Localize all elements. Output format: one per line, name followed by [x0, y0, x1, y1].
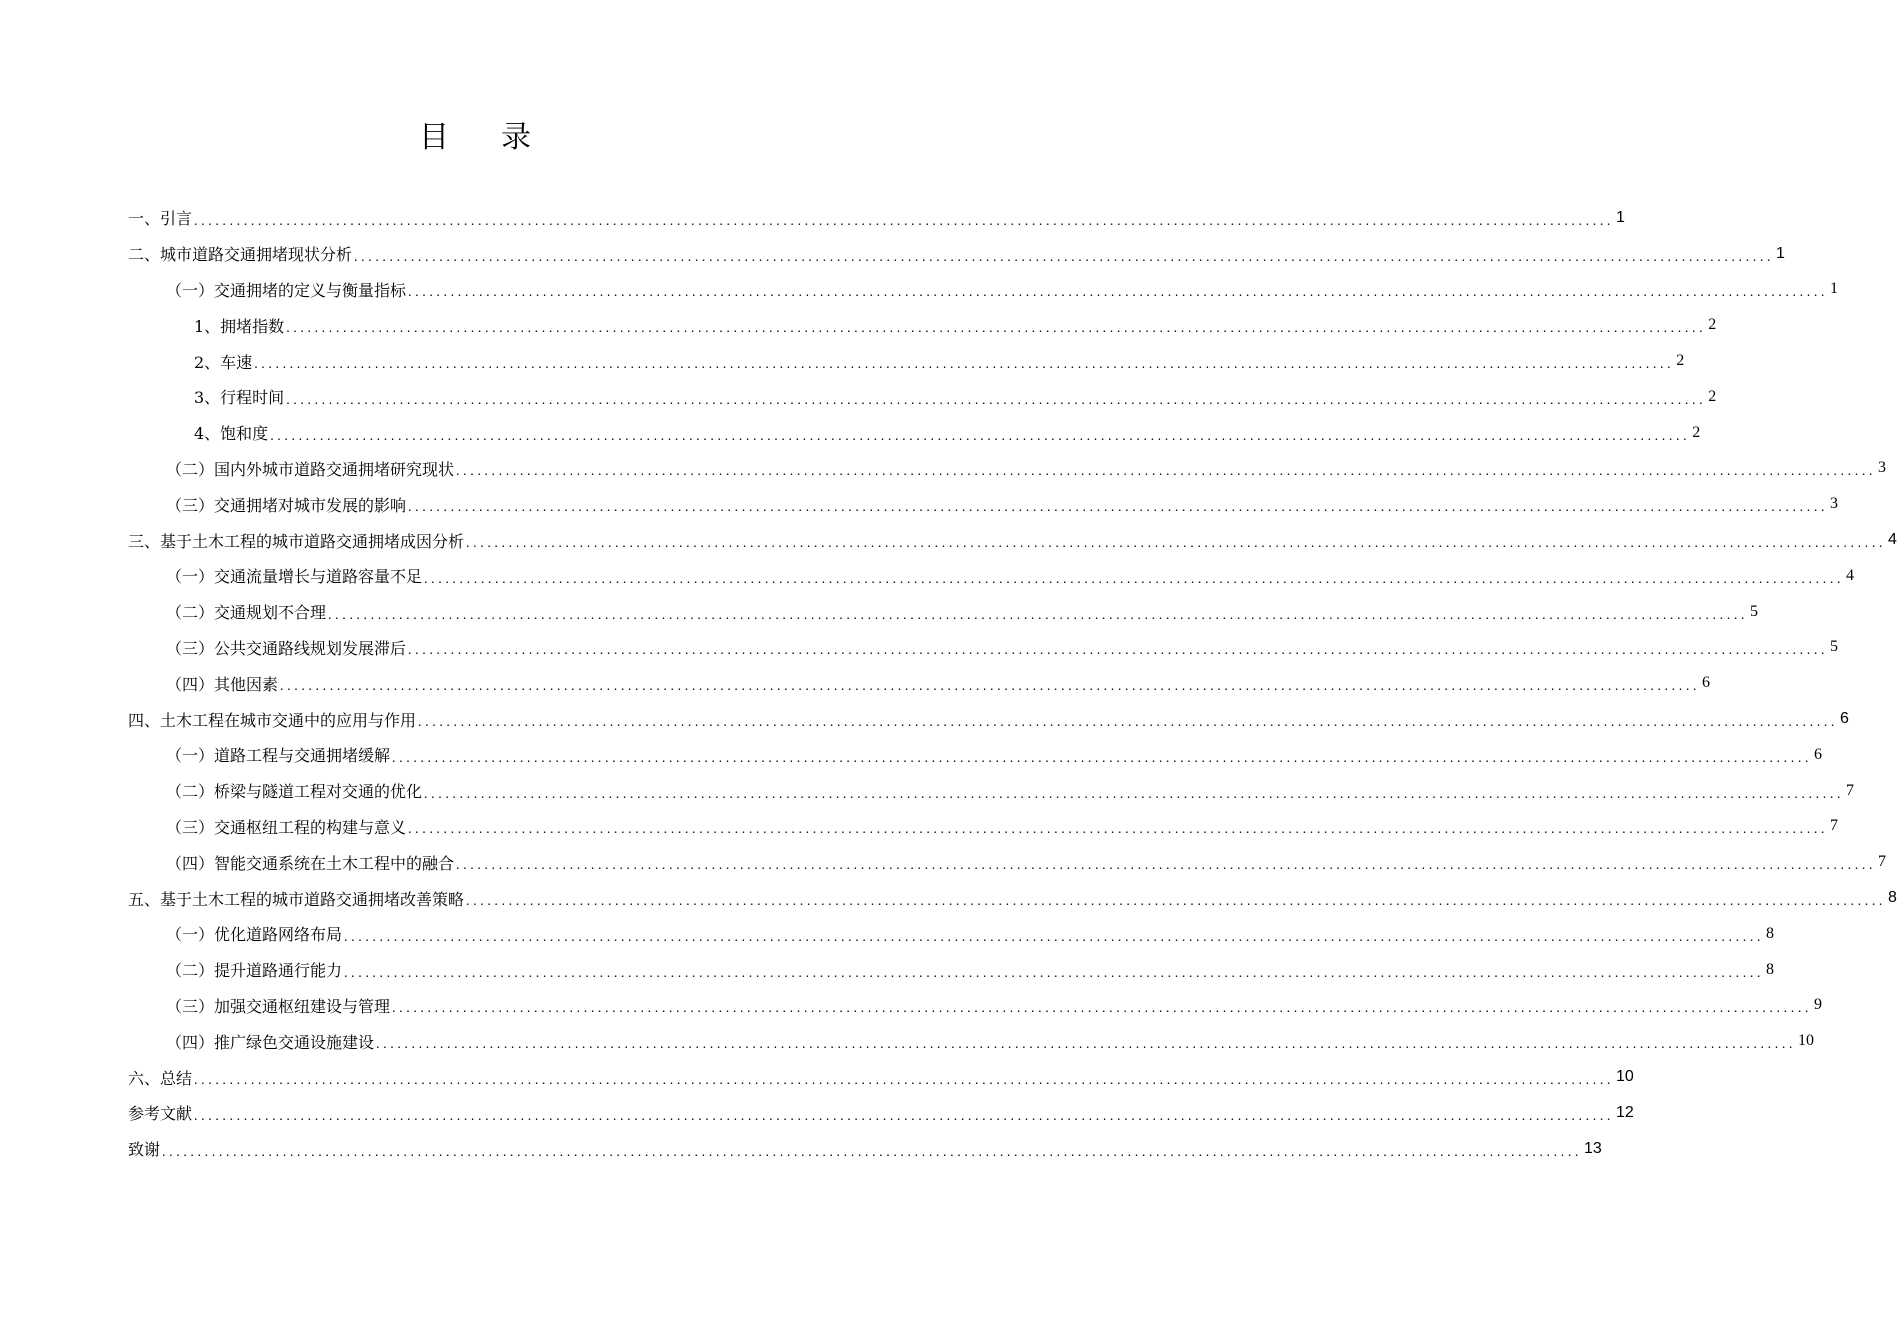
- toc-entry-label: （二）国内外城市道路交通拥堵研究现状: [166, 459, 455, 479]
- toc-dot-leader: ........................................................................................................................................................................................................: [408, 500, 1829, 516]
- toc-entry[interactable]: [128, 594, 1759, 630]
- toc-entry-page-number: 10: [1616, 1068, 1634, 1086]
- toc-entry-label: 四、土木工程在城市交通中的应用与作用: [128, 710, 417, 730]
- toc-entry-page-number: 4: [1888, 531, 1897, 549]
- toc-dot-leader: ........................................................................................................................................................................................................: [270, 428, 1691, 444]
- toc-entry[interactable]: [128, 1131, 1602, 1167]
- toc-entry[interactable]: [128, 451, 1887, 487]
- toc-entry-label: （三）交通枢纽工程的构建与意义: [166, 817, 407, 837]
- toc-entry[interactable]: [128, 486, 1839, 522]
- toc-entry-label: 二、城市道路交通拥堵现状分析: [128, 245, 353, 265]
- toc-dot-leader: ........................................................................................................................................................................................................: [354, 249, 1775, 265]
- toc-dot-leader: ........................................................................................................................................................................................................: [424, 571, 1845, 587]
- toc-entry-label: （一）交通流量增长与道路容量不足: [166, 567, 423, 587]
- toc-entry-page-number: 2: [1676, 352, 1685, 370]
- toc-dot-leader: ........................................................................................................................................................................................................: [408, 285, 1829, 301]
- toc-entry-label: 3、行程时间: [194, 388, 285, 408]
- toc-entry-page-number: 3: [1878, 459, 1887, 477]
- toc-dot-leader: ........................................................................................................................................................................................................: [280, 679, 1701, 695]
- page-title: [0, 112, 950, 156]
- toc-dot-leader: ........................................................................................................................................................................................................: [456, 464, 1877, 480]
- toc-dot-leader: ........................................................................................................................................................................................................: [466, 536, 1887, 552]
- toc-entry-page-number: 7: [1878, 853, 1887, 871]
- toc-entry-label: 六、总结: [128, 1068, 193, 1088]
- toc-dot-leader: ........................................................................................................................................................................................................: [286, 392, 1707, 408]
- toc-entry[interactable]: [128, 880, 1897, 916]
- toc-dot-leader: ........................................................................................................................................................................................................: [408, 822, 1829, 838]
- toc-entry-page-number: 6: [1814, 745, 1823, 763]
- toc-entry[interactable]: [128, 809, 1839, 845]
- toc-dot-leader: ........................................................................................................................................................................................................: [286, 321, 1707, 337]
- toc-dot-leader: ........................................................................................................................................................................................................: [456, 858, 1877, 874]
- toc-entry-label: 五、基于土木工程的城市道路交通拥堵改善策略: [128, 889, 465, 909]
- toc-entry-page-number: 10: [1798, 1032, 1815, 1050]
- toc-dot-leader: ........................................................................................................................................................................................................: [162, 1144, 1583, 1160]
- toc-entry[interactable]: [128, 988, 1823, 1024]
- table-of-contents: [128, 200, 1897, 1167]
- toc-entry-page-number: 2: [1708, 316, 1717, 334]
- toc-entry-page-number: 8: [1766, 960, 1775, 978]
- toc-entry[interactable]: [128, 558, 1855, 594]
- toc-entry-label: （二）提升道路通行能力: [166, 961, 343, 981]
- toc-dot-leader: ........................................................................................................................................................................................................: [328, 607, 1749, 623]
- toc-entry[interactable]: [128, 952, 1775, 988]
- toc-entry-page-number: 4: [1846, 566, 1855, 584]
- toc-entry[interactable]: [128, 630, 1839, 666]
- toc-entry-page-number: 2: [1692, 423, 1701, 441]
- toc-entry-label: 1、拥堵指数: [194, 316, 285, 336]
- toc-entry-page-number: 1: [1776, 244, 1785, 262]
- toc-entry-label: （四）智能交通系统在土木工程中的融合: [166, 853, 455, 873]
- toc-dot-leader: ........................................................................................................................................................................................................: [392, 750, 1813, 766]
- toc-dot-leader: ........................................................................................................................................................................................................: [418, 715, 1839, 731]
- toc-entry[interactable]: [128, 200, 1625, 236]
- toc-entry-label: （三）公共交通路线规划发展滞后: [166, 638, 407, 658]
- toc-entry-label: （二）桥梁与隧道工程对交通的优化: [166, 782, 423, 802]
- toc-entry-label: （四）推广绿色交通设施建设: [166, 1032, 375, 1052]
- toc-entry-label: （一）优化道路网络布局: [166, 925, 343, 945]
- toc-entry-label: （三）加强交通枢纽建设与管理: [166, 996, 391, 1016]
- toc-entry-page-number: 7: [1846, 781, 1855, 799]
- toc-entry[interactable]: [128, 236, 1785, 272]
- toc-entry-page-number: 5: [1750, 602, 1759, 620]
- toc-entry[interactable]: [128, 773, 1855, 809]
- toc-entry-page-number: 8: [1888, 889, 1897, 907]
- toc-dot-leader: ........................................................................................................................................................................................................: [194, 1108, 1615, 1124]
- toc-entry-page-number: 6: [1702, 674, 1711, 692]
- toc-dot-leader: ........................................................................................................................................................................................................: [194, 1073, 1615, 1089]
- toc-entry-label: （四）其他因素: [166, 674, 279, 694]
- toc-dot-leader: ........................................................................................................................................................................................................: [344, 929, 1765, 945]
- toc-entry-label: 致谢: [128, 1140, 161, 1160]
- toc-entry[interactable]: [128, 379, 1717, 415]
- toc-entry[interactable]: [128, 916, 1775, 952]
- toc-entry-label: 2、车速: [194, 352, 253, 372]
- toc-entry-label: 4、饱和度: [194, 424, 269, 444]
- toc-dot-leader: ........................................................................................................................................................................................................: [424, 786, 1845, 802]
- toc-entry[interactable]: [128, 307, 1717, 343]
- toc-dot-leader: ........................................................................................................................................................................................................: [344, 965, 1765, 981]
- toc-entry-page-number: 8: [1766, 924, 1775, 942]
- toc-entry-page-number: 9: [1814, 996, 1823, 1014]
- toc-entry-label: （二）交通规划不合理: [166, 603, 327, 623]
- toc-entry[interactable]: [128, 737, 1823, 773]
- toc-entry[interactable]: [128, 522, 1897, 558]
- toc-entry[interactable]: [128, 272, 1839, 308]
- toc-entry-label: 三、基于土木工程的城市道路交通拥堵成因分析: [128, 531, 465, 551]
- toc-entry-page-number: 13: [1584, 1139, 1602, 1157]
- toc-entry[interactable]: [128, 701, 1849, 737]
- toc-entry-page-number: 12: [1616, 1103, 1634, 1121]
- toc-entry-label: （一）道路工程与交通拥堵缓解: [166, 746, 391, 766]
- toc-entry-label: （三）交通拥堵对城市发展的影响: [166, 495, 407, 515]
- toc-entry-label: （一）交通拥堵的定义与衡量指标: [166, 280, 407, 300]
- title-char-1: 目: [419, 120, 449, 155]
- toc-entry[interactable]: [128, 415, 1701, 451]
- toc-entry-page-number: 6: [1840, 710, 1849, 728]
- toc-dot-leader: ........................................................................................................................................................................................................: [376, 1037, 1797, 1053]
- toc-entry-label: 一、引言: [128, 209, 193, 229]
- toc-entry[interactable]: [128, 1023, 1815, 1059]
- toc-dot-leader: ........................................................................................................................................................................................................: [392, 1001, 1813, 1017]
- toc-dot-leader: ........................................................................................................................................................................................................: [254, 357, 1675, 373]
- toc-entry-page-number: 5: [1830, 638, 1839, 656]
- toc-dot-leader: ........................................................................................................................................................................................................: [408, 643, 1829, 659]
- title-char-2: 录: [501, 120, 531, 155]
- toc-entry-page-number: 2: [1708, 387, 1717, 405]
- toc-entry-page-number: 1: [1830, 280, 1839, 298]
- toc-entry-page-number: 1: [1616, 208, 1625, 226]
- toc-entry[interactable]: [128, 665, 1711, 701]
- toc-entry-label: 参考文献: [128, 1104, 193, 1124]
- toc-dot-leader: ........................................................................................................................................................................................................: [466, 894, 1887, 910]
- toc-dot-leader: ........................................................................................................................................................................................................: [194, 213, 1615, 229]
- toc-entry[interactable]: [128, 844, 1887, 880]
- toc-entry[interactable]: [128, 1095, 1634, 1131]
- toc-entry-page-number: 7: [1830, 817, 1839, 835]
- toc-entry[interactable]: [128, 343, 1685, 379]
- toc-entry[interactable]: [128, 1059, 1634, 1095]
- toc-entry-page-number: 3: [1830, 495, 1839, 513]
